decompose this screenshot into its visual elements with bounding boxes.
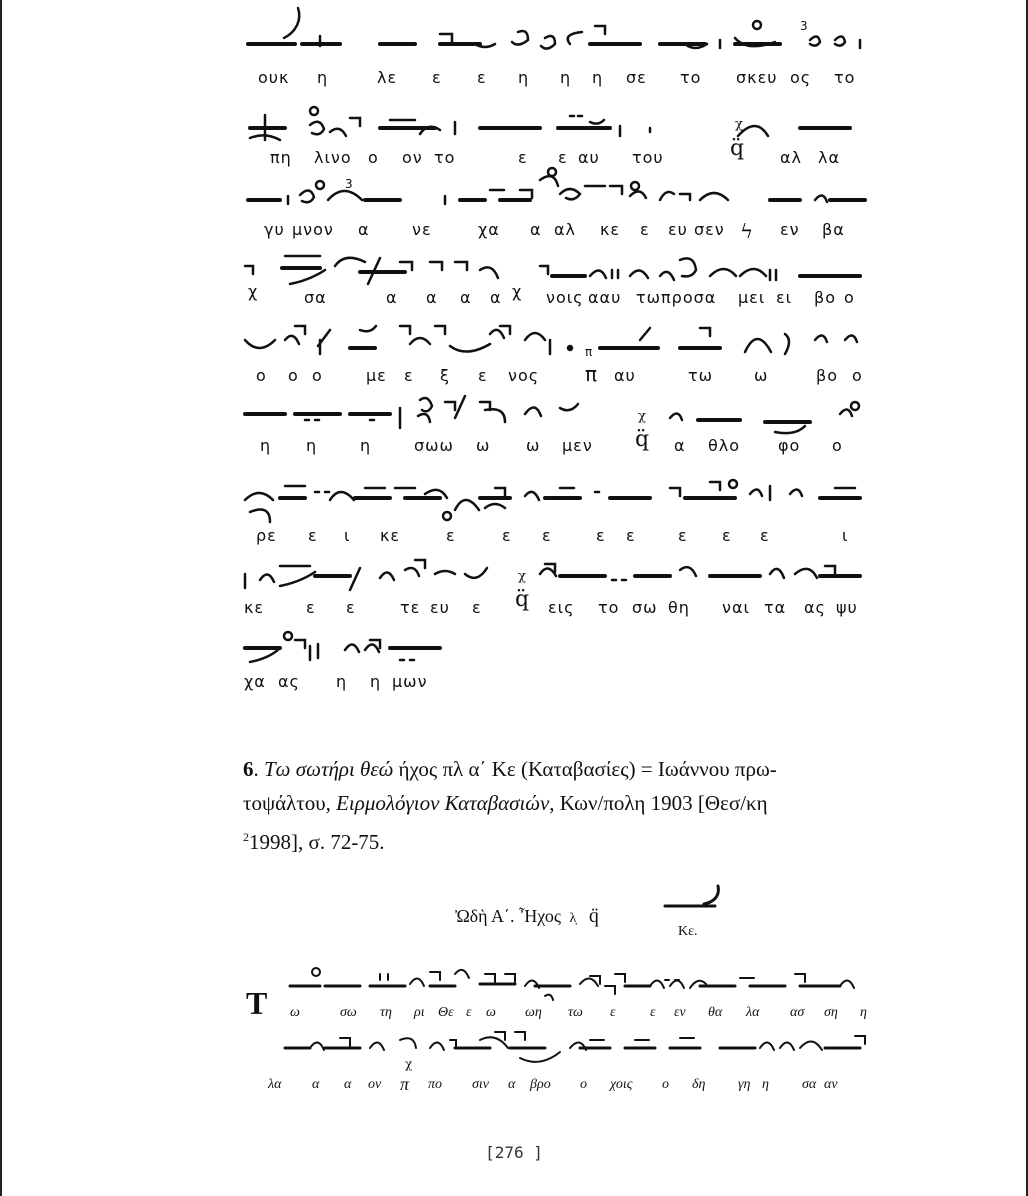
syllable: ω <box>486 1005 496 1020</box>
syllable: σιν <box>472 1077 490 1092</box>
syllable: νοις <box>546 288 584 307</box>
svg-text:π: π <box>585 345 593 359</box>
svg-text:q̈: q̈ <box>730 136 745 161</box>
svg-text:q̈: q̈ <box>635 427 650 452</box>
ode-header <box>455 905 599 928</box>
syllable: σκευ <box>736 68 778 87</box>
syllable: η <box>860 1005 867 1020</box>
syllable: α <box>490 288 502 307</box>
syllable: αν <box>824 1077 838 1092</box>
syllable: ασ <box>790 1005 805 1020</box>
syllable: ε <box>346 598 356 617</box>
syllable: λα <box>818 148 841 167</box>
syllable: ο <box>368 148 379 167</box>
syllable: φο <box>778 436 801 455</box>
syllable: ναι <box>722 598 750 617</box>
syllable: ε <box>472 598 482 617</box>
syllable: εν <box>780 220 800 239</box>
syllable: ε <box>610 1005 616 1020</box>
syllable: α <box>426 288 438 307</box>
syllable: ει <box>776 288 793 307</box>
syllable: ον <box>368 1077 382 1092</box>
syllable: ρι <box>414 1005 425 1020</box>
syllable: ξ <box>440 366 450 385</box>
syllable: η <box>260 436 272 455</box>
citation-author-cont: τοψάλτου, <box>243 791 337 815</box>
syllable: ος <box>790 68 812 87</box>
syllable: ο <box>662 1077 669 1092</box>
syllable: ε <box>308 526 318 545</box>
syllable: ρε <box>256 526 277 545</box>
syllable: τω <box>568 1005 583 1020</box>
svg-text:χ: χ <box>405 1057 413 1071</box>
syllable: το <box>680 68 702 87</box>
syllable: η <box>317 68 329 87</box>
syllable: ε <box>760 526 770 545</box>
syllable: ε <box>446 526 456 545</box>
lyric-line <box>240 148 870 178</box>
syllable: αλ <box>780 148 803 167</box>
syllable: χα <box>244 672 266 691</box>
syllable: λινο <box>314 148 352 167</box>
syllable: σω <box>632 598 658 617</box>
syllable: ο <box>580 1077 587 1092</box>
syllable: α <box>358 220 370 239</box>
syllable: η <box>560 68 572 87</box>
syllable: ε <box>518 148 528 167</box>
syllable: το <box>834 68 856 87</box>
syllable: η <box>336 672 348 691</box>
svg-text:χ: χ <box>638 409 646 424</box>
syllable: θα <box>708 1005 723 1020</box>
lyric-line <box>240 362 870 396</box>
citation-mode: ήχος πλ α΄ Κε (Καταβασίες) = Ιωάννου πρω- <box>393 757 777 781</box>
syllable: του <box>632 148 664 167</box>
syllable: γυ <box>264 220 285 239</box>
syllable: ω <box>754 366 769 385</box>
syllable: αυ <box>578 148 600 167</box>
syllable: τωπροσα <box>636 288 717 307</box>
syllable: η <box>360 436 372 455</box>
syllable: ση <box>824 1005 838 1020</box>
svg-text:χ: χ <box>518 569 526 584</box>
lyric-line <box>240 68 870 98</box>
syllable: ο <box>256 366 267 385</box>
martyria: π <box>400 1074 410 1094</box>
syllable: βο <box>816 366 838 385</box>
syllable: η <box>518 68 530 87</box>
syllable: τα <box>764 598 787 617</box>
syllable: το <box>598 598 620 617</box>
syllable: ο <box>832 436 843 455</box>
syllable: ας <box>278 672 300 691</box>
syllable: νε <box>412 220 432 239</box>
neume-glyphs-top <box>240 0 870 700</box>
syllable: γη <box>738 1077 751 1092</box>
syllable: ω <box>526 436 541 455</box>
syllable: κε <box>244 598 265 617</box>
syllable: ε <box>404 366 414 385</box>
syllable: μει <box>738 288 766 307</box>
lyric-line <box>240 598 870 628</box>
syllable: α <box>508 1077 516 1092</box>
syllable: χα <box>478 220 500 239</box>
syllable: ε <box>650 1005 656 1020</box>
syllable: α <box>530 220 542 239</box>
svg-text:ϟ: ϟ <box>740 219 754 243</box>
syllable: η <box>370 672 382 691</box>
syllable: θλο <box>708 436 741 455</box>
mode-martyria-icon: λ̣ <box>569 911 577 926</box>
syllable: ι <box>842 526 849 545</box>
syllable: σε <box>626 68 647 87</box>
syllable: α <box>460 288 472 307</box>
syllable: λε <box>377 68 398 87</box>
syllable: ωη <box>525 1005 542 1020</box>
syllable: ααυ <box>588 288 622 307</box>
citation-pages: 1998], σ. 72-75. <box>249 830 385 854</box>
syllable: με <box>366 366 387 385</box>
lyric-line-bottom <box>290 1005 880 1029</box>
syllable: ω <box>476 436 491 455</box>
syllable: ε <box>502 526 512 545</box>
syllable: ε <box>478 366 488 385</box>
syllable: τε <box>400 598 421 617</box>
lyric-line <box>240 672 870 702</box>
syllable: βρο <box>530 1077 551 1092</box>
syllable: χ <box>248 282 259 301</box>
citation-line-1: 6. Τω σωτήρι θεώ ήχος πλ α΄ Κε (Καταβασίες) = Ιωάννου πρω- <box>243 757 777 781</box>
lyric-line <box>240 526 870 556</box>
lyric-line-bottom <box>268 1074 858 1101</box>
syllable: ουκ <box>258 68 290 87</box>
syllable: εν <box>674 1005 686 1020</box>
syllable: σα <box>802 1077 817 1092</box>
citation-paragraph <box>243 752 873 859</box>
syllable: πο <box>428 1077 443 1092</box>
syllable: α <box>312 1077 320 1092</box>
syllable: ε <box>640 220 650 239</box>
svg-text:3: 3 <box>800 19 808 33</box>
citation-number: 6 <box>243 757 254 781</box>
syllable: το <box>434 148 456 167</box>
lyric-line <box>240 436 870 466</box>
citation-line-2 <box>243 786 873 820</box>
syllable: εις <box>548 598 575 617</box>
syllable: ε <box>596 526 606 545</box>
syllable: ευ <box>430 598 450 617</box>
citation-book-title: Ειρμολόγιον Καταβασιών <box>336 791 550 815</box>
syllable: σεν <box>694 220 725 239</box>
syllable: μνον <box>292 220 334 239</box>
syllable: ο <box>852 366 863 385</box>
mode-martyria-icon: q̈ <box>588 905 599 927</box>
header-key-label: Κε. <box>678 924 698 939</box>
syllable: η <box>592 68 604 87</box>
page-number: [276 ] <box>485 1143 543 1162</box>
syllable: ο <box>288 366 299 385</box>
syllable: ε <box>558 148 568 167</box>
syllable: τη <box>380 1005 392 1020</box>
syllable: σω <box>340 1005 357 1020</box>
lyric-line <box>240 282 870 318</box>
syllable: ο <box>844 288 855 307</box>
syllable: αυ <box>614 366 636 385</box>
syllable: χοις <box>610 1077 633 1092</box>
syllable: κε <box>600 220 621 239</box>
syllable: ε <box>542 526 552 545</box>
lyric-line <box>240 220 870 250</box>
syllable: ι <box>344 526 351 545</box>
syllable: βο <box>814 288 836 307</box>
syllable: σα <box>304 288 327 307</box>
syllable: ψυ <box>836 598 858 617</box>
syllable: θη <box>668 598 690 617</box>
ode-header-text: Ὠδὴ Α΄. Ἦχος <box>455 906 562 926</box>
syllable: σωω <box>414 436 454 455</box>
syllable: ο <box>312 366 323 385</box>
syllable: λα <box>746 1005 760 1020</box>
syllable: πη <box>270 148 292 167</box>
syllable: η <box>306 436 318 455</box>
syllable: δη <box>692 1077 706 1092</box>
syllable: αλ <box>554 220 577 239</box>
syllable: Θε <box>438 1005 454 1020</box>
syllable: ον <box>402 148 423 167</box>
svg-text:3: 3 <box>345 177 353 191</box>
martyria: π <box>585 362 599 386</box>
syllable: μεν <box>562 436 593 455</box>
syllable: χ <box>512 282 523 301</box>
citation-edition: 2 <box>243 830 249 844</box>
syllable: ε <box>432 68 442 87</box>
syllable: μων <box>392 672 428 691</box>
syllable: α <box>344 1077 352 1092</box>
syllable: α <box>386 288 398 307</box>
syllable: κε <box>380 526 401 545</box>
syllable: λα <box>268 1077 282 1092</box>
syllable: η <box>762 1077 769 1092</box>
citation-title: Τω σωτήρι θεώ <box>264 757 394 781</box>
citation-place: , Κων/πολη 1903 [Θεσ/κη <box>549 791 768 815</box>
syllable: τω <box>688 366 714 385</box>
svg-text:q̈: q̈ <box>515 587 530 612</box>
syllable: βα <box>822 220 845 239</box>
syllable: α <box>674 436 686 455</box>
syllable: ε <box>626 526 636 545</box>
syllable: ε <box>722 526 732 545</box>
syllable: ε <box>477 68 487 87</box>
syllable: ευ <box>668 220 688 239</box>
syllable: νος <box>508 366 540 385</box>
syllable: ε <box>466 1005 472 1020</box>
header-neume-icon <box>660 882 720 912</box>
drop-capital: Τ <box>246 985 268 1021</box>
citation-line-3 <box>243 820 873 859</box>
svg-text:χ: χ <box>735 117 743 132</box>
syllable: ε <box>678 526 688 545</box>
syllable: ω <box>290 1005 300 1020</box>
syllable: ε <box>306 598 316 617</box>
syllable: ας <box>804 598 826 617</box>
